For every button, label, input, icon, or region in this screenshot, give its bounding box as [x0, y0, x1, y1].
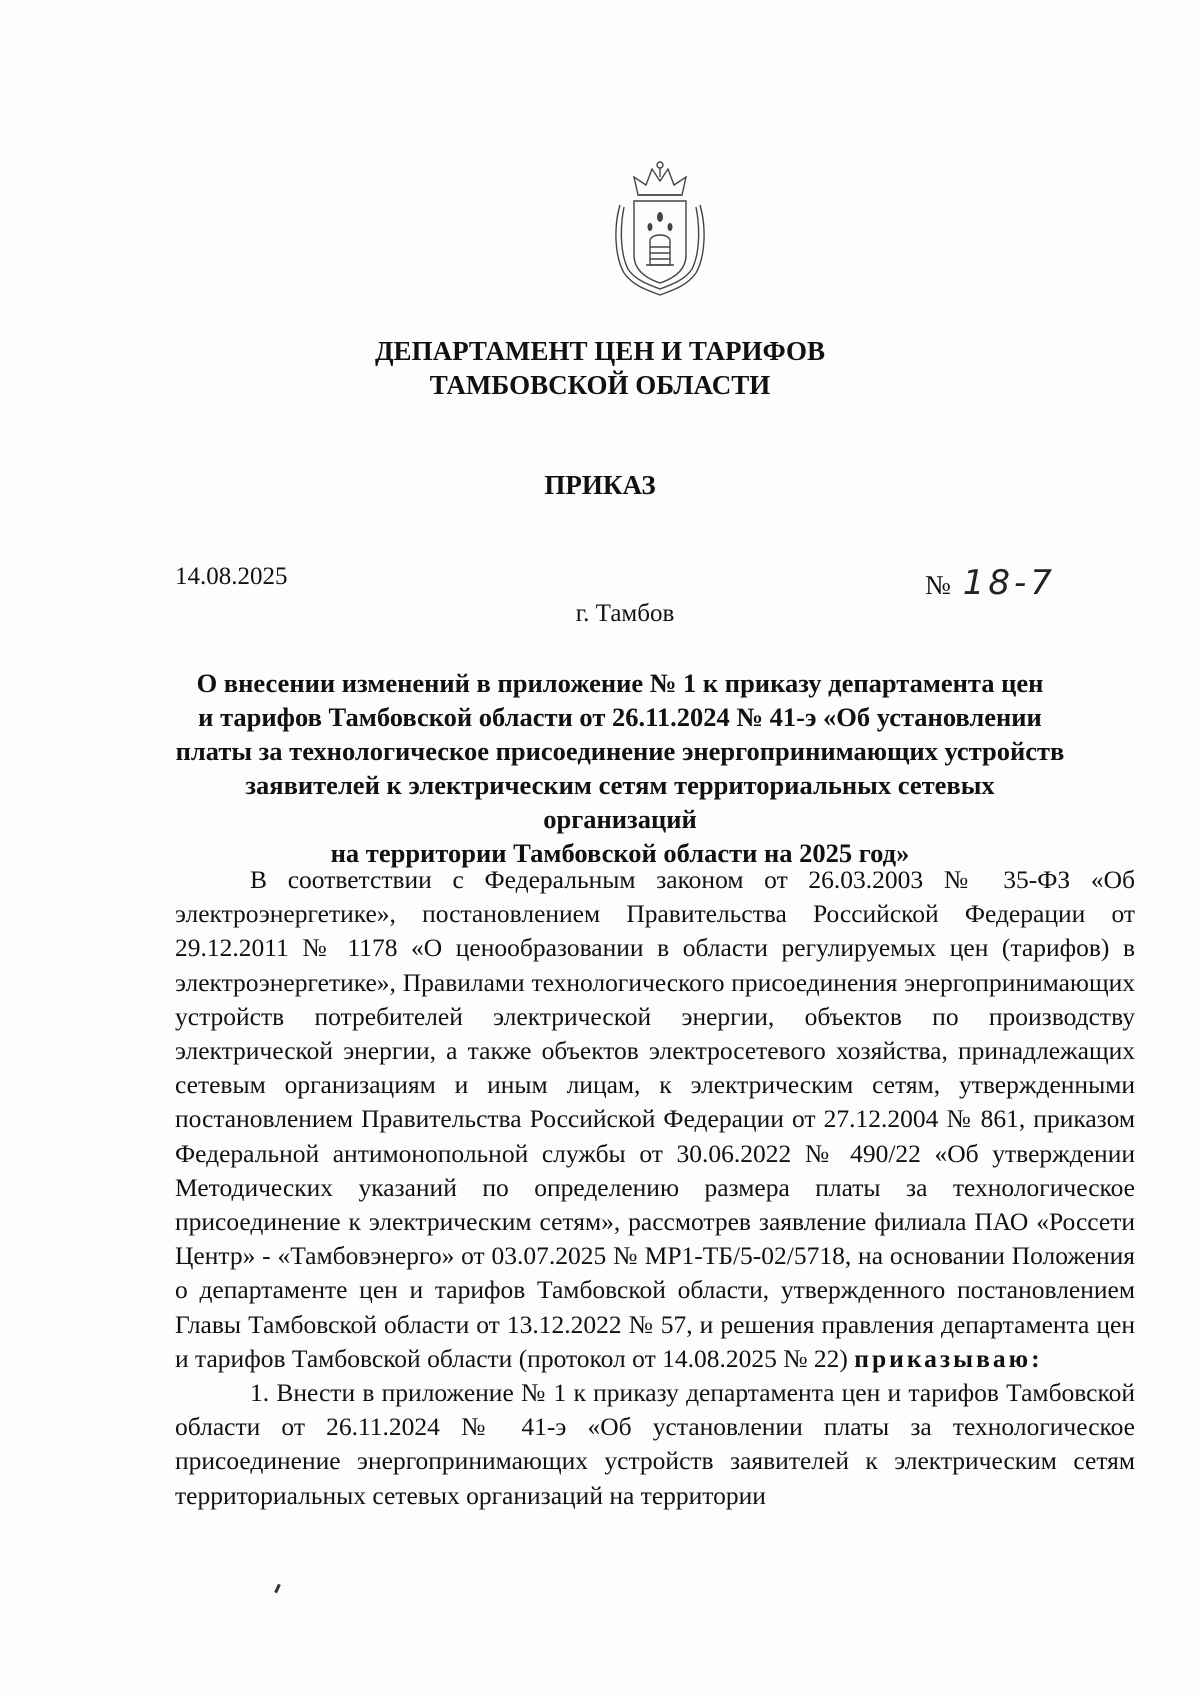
preamble-text: В соответствии с Федеральным законом от 26.03.2003 № 35-ФЗ «Об электроэнергетике», постановлением Правительства Российской Федерации от 29.12.2011 № 1178 «О ценообразовании в области регулируемых цен (тарифов) в электроэнергетике», Правилами технологического присоединения энергопринимающих устройств потребителей электрической энергии, объектов по производству электрической энергии, а также объектов электросетевого хозяйства, принадлежащих сетевым организациям и иным лицам, к электрическим сетям, утвержденными постановлением Правительства Российской Федерации от 27.12.2004 № 861, приказом Федеральной антимонопольной службы от 30.06.2022 № 490/22 «Об утверждении Методических указаний по определению размера платы за технологическое присоединение к электрическим сетям», рассмотрев заявление филиала ПАО «Россети Центр» - «Тамбовэнерго» от 03.07.2025 № МР1-ТБ/5-02/5718, на основании Положения о департаменте цен и тарифов Тамбовской области, утвержденного постановлением Главы Тамбовской области от 13.12.2022 № 57, и решения правления департамента цен и тарифов Тамбовской области (протокол от 14.08.2025 № 22) [175, 865, 1135, 1373]
number-sign: № [925, 570, 951, 600]
document-type: ПРИКАЗ [544, 470, 656, 500]
document-date: 14.08.2025 [175, 563, 288, 590]
body-paragraph-item-1: 1. Внести в приложение № 1 к приказу департамента цен и тарифов Тамбовской области от 26.11.2024 № 41-э «Об установлении платы за технологическое присоединение энергопринимающих устройств заявителей к электрическим сетям территориальных сетевых организаций на территории [175, 1378, 1135, 1510]
order-word: приказываю: [854, 1343, 1043, 1373]
department-name-line2: ТАМБОВСКОЙ ОБЛАСТИ [429, 370, 771, 400]
subject-line: на территории Тамбовской области на 2025 год» [330, 838, 910, 868]
subject-line: платы за технологическое присоединение энергопринимающих устройств [175, 736, 1065, 766]
department-name-line1: ДЕПАРТАМЕНТ ЦЕН И ТАРИФОВ [374, 336, 826, 366]
ink-mark [274, 1584, 281, 1593]
document-number [925, 563, 1056, 603]
body-paragraph-preamble [175, 863, 1135, 1376]
handwritten-number: 18-7 [962, 563, 1056, 603]
document-body [175, 863, 1135, 1513]
department-name [0, 334, 1200, 402]
subject-line: заявителей к электрическим сетям территориальных сетевых организаций [245, 770, 995, 834]
document-subject [170, 666, 1070, 870]
tambov-coat-of-arms-icon [610, 155, 710, 300]
subject-line: О внесении изменений в приложение № 1 к приказу департамента цен [196, 668, 1044, 698]
document-city: г. Тамбов [575, 600, 675, 627]
subject-line: и тарифов Тамбовской области от 26.11.2024 № 41-э «Об установлении [198, 702, 1042, 732]
